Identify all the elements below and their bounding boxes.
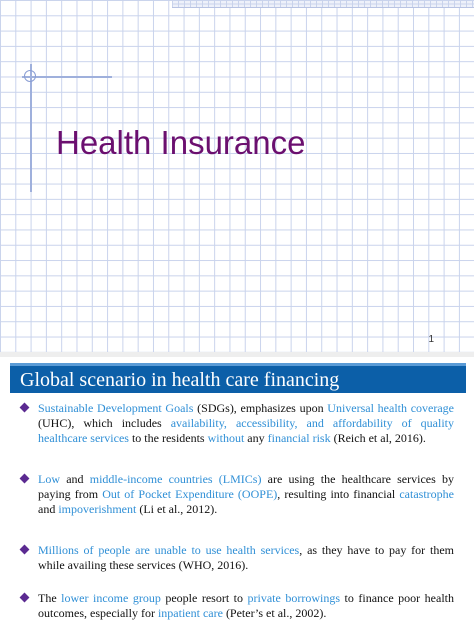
bullet-text-run: and xyxy=(38,502,59,516)
highlighted-term: lower income group xyxy=(61,591,161,605)
diamond-bullet-icon xyxy=(20,474,30,484)
bullet-text-run: people resort to xyxy=(160,591,248,605)
highlighted-term: inpatient care xyxy=(157,606,223,620)
bullet-item xyxy=(18,401,454,446)
bullet-text-run: to finance poor health outcomes, especially for xyxy=(38,591,455,620)
bullet-text-run: The xyxy=(38,591,62,605)
highlighted-term: availability, accessibility, and affordability of quality healthcare services xyxy=(38,416,454,445)
bullet-text-run: (Reich et al, 2016). xyxy=(330,431,426,445)
diamond-bullet-icon xyxy=(20,593,30,603)
slide-header-bar xyxy=(10,363,466,393)
diamond-bullet-icon xyxy=(20,545,30,555)
page-number: 1 xyxy=(428,334,434,345)
highlighted-term: private borrowings xyxy=(247,591,341,605)
crosshair-icon xyxy=(24,70,36,82)
highlighted-term: Millions of people are unable to use health services xyxy=(38,543,300,557)
highlighted-term: catastrophe xyxy=(399,487,454,501)
bullet-text-run: , resulting into financial xyxy=(277,487,400,501)
highlighted-term: Out of Pocket Expenditure (OOPE) xyxy=(102,487,278,501)
highlighted-term: Low xyxy=(38,472,60,486)
bullet-text-run: , as they have to pay for them while availing these services (WHO, 2016). xyxy=(38,543,454,572)
bullet-item xyxy=(18,472,454,517)
content-slide xyxy=(0,357,474,632)
bullet-text xyxy=(38,591,454,620)
highlighted-term: Sustainable Development Goals xyxy=(38,401,194,415)
bullet-text-run: to the residents xyxy=(128,431,208,445)
highlighted-term: without xyxy=(207,431,245,445)
bullet-item xyxy=(18,543,454,573)
decorative-vertical-line xyxy=(30,64,32,192)
bullet-text xyxy=(38,543,454,572)
slide-heading: Global scenario in health care financing xyxy=(20,369,340,391)
bullet-text-run: (SDGs), emphasizes upon xyxy=(193,401,328,415)
bullet-text-run: (Li et al., 2012). xyxy=(136,502,218,516)
highlighted-term: middle-income countries (LMICs) xyxy=(89,472,262,486)
highlighted-term: impoverishment xyxy=(58,502,137,516)
bullet-text xyxy=(38,401,454,445)
diamond-bullet-icon xyxy=(20,403,30,413)
bullet-item xyxy=(18,591,454,621)
bullet-text-run: are using the healthcare services by paying from xyxy=(38,472,454,501)
highlighted-term: financial risk xyxy=(267,431,331,445)
decorative-top-band xyxy=(172,0,474,8)
highlighted-term: Universal health coverage xyxy=(327,401,455,415)
bullet-text-run: (Peter’s et al., 2002). xyxy=(222,606,327,620)
bullet-text-run: (UHC), which includes xyxy=(38,416,171,430)
bullet-text-run: and xyxy=(60,472,90,486)
bullet-list xyxy=(18,401,454,621)
bullet-text xyxy=(38,472,454,516)
slide-title: Health Insurance xyxy=(56,124,306,161)
bullet-text-run: any xyxy=(244,431,268,445)
